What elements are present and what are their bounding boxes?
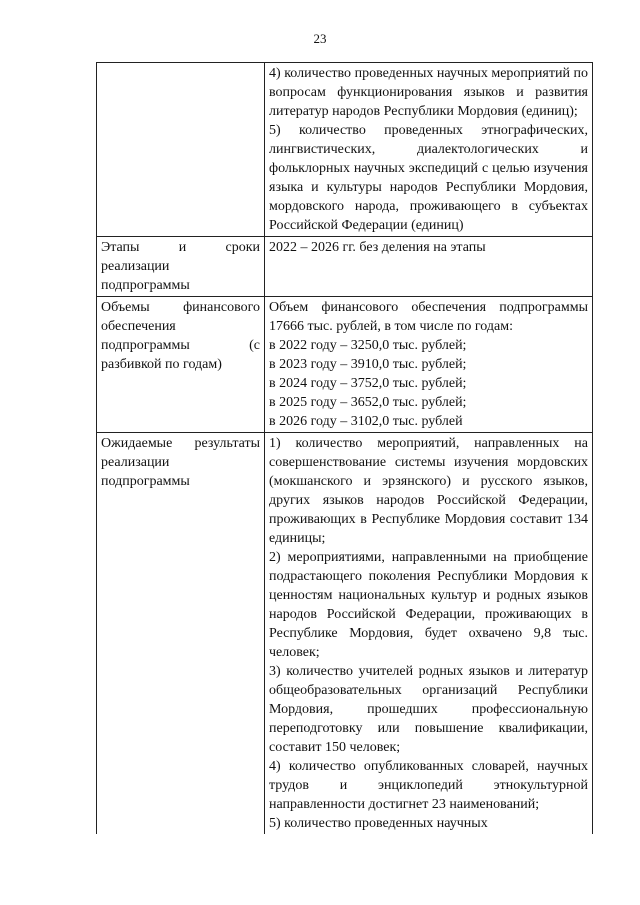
row-content-expected-results — [265, 433, 593, 835]
content-paragraph: 2022 – 2026 гг. без деления на этапы — [269, 240, 486, 255]
row-label-expected-results: Ожидаемые результаты реализации подпрограммы — [97, 433, 265, 835]
row-label-stages: Этапы и сроки реализации подпрограммы — [97, 237, 265, 297]
table-row-expected-results — [97, 433, 593, 835]
content-paragraph: 4) количество опубликованных словарей, научных трудов и энциклопедий этнокультурной направленности достигнет 23 наименований; — [269, 759, 588, 812]
content-paragraph: 5) количество проведенных научных — [269, 816, 488, 831]
content-paragraph: 4) количество проведенных научных мероприятий по вопросам функционирования языков и развития литератур народов Республики Мордовия (единиц); — [269, 66, 588, 119]
content-paragraph: в 2026 году – 3102,0 тыс. рублей — [269, 414, 463, 429]
page-number: 23 — [313, 31, 327, 46]
row-content-financing — [265, 297, 593, 433]
content-paragraph: 3) количество учителей родных языков и литератур общеобразовательных организаций Республики Мордовия, прошедших профессиональную переподготовку или повышение квалификации, составит 150 человек; — [269, 664, 588, 755]
content-paragraph: 1) количество мероприятий, направленных на совершенствование системы изучения мордовских (мокшанского и эрзянского) и русского языков, других языков народов Российской Федерации, проживающих в Республике Мордовия составит 134 единицы; — [269, 436, 588, 546]
content-paragraph: Объем финансового обеспечения подпрограммы 17666 тыс. рублей, в том числе по годам: — [269, 300, 588, 334]
content-paragraph: 2) мероприятиями, направленными на приобщение подрастающего поколения Республики Мордовия к ценностям национальных культур и родных языков народов Российской Федерации, проживающих в Республике Мордовия, будет охвачено 9,8 тыс. человек; — [269, 550, 588, 660]
content-paragraph: в 2022 году – 3250,0 тыс. рублей; — [269, 338, 467, 353]
content-paragraph: в 2025 году – 3652,0 тыс. рублей; — [269, 395, 467, 410]
content-paragraph: 5) количество проведенных этнографических, лингвистических, диалектологических и фольклорных научных экспедиций с целью изучения языка и культуры народов Республики Мордовия, мордовского народа, проживающего в субъектах Российской Федерации (единиц) — [269, 123, 588, 233]
row-label-empty — [97, 63, 265, 237]
table-row-financing — [97, 297, 593, 433]
row-content-stages — [265, 237, 593, 297]
row-label-financing: Объемы финансового обеспечения подпрограммы (с разбивкой по годам) — [97, 297, 265, 433]
table-row-continued-indicators — [97, 63, 593, 237]
content-paragraph: в 2023 году – 3910,0 тыс. рублей; — [269, 357, 467, 372]
row-content-indicators — [265, 63, 593, 237]
subprogram-passport-table — [96, 62, 593, 834]
content-paragraph: в 2024 году – 3752,0 тыс. рублей; — [269, 376, 467, 391]
table-row-stages — [97, 237, 593, 297]
